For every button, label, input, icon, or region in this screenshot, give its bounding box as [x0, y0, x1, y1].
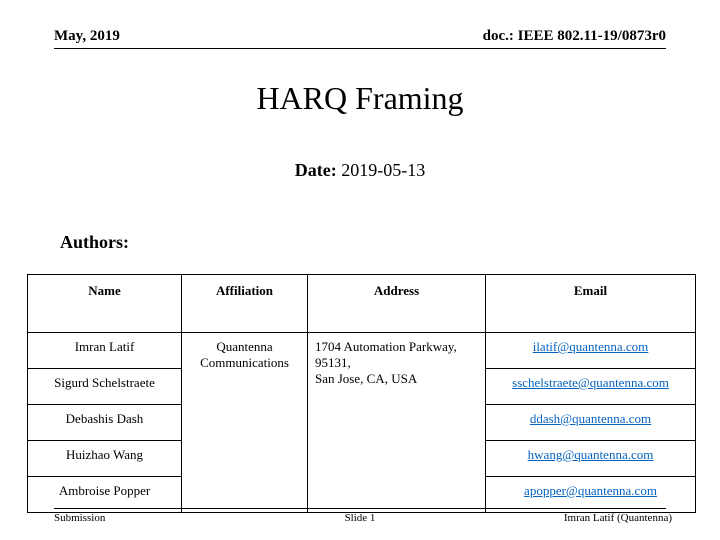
address-line1: 1704 Automation Parkway, 95131,: [315, 339, 457, 370]
authors-heading: Authors:: [60, 232, 130, 252]
header-doc-id: doc.: IEEE 802.11-19/0873r0: [482, 28, 666, 44]
author-email-cell: [486, 369, 696, 405]
header-date: May, 2019: [54, 28, 120, 44]
footer-divider: [54, 508, 666, 509]
author-email-cell: [486, 333, 696, 369]
footer-author: Imran Latif (Quantenna): [563, 512, 672, 524]
author-email-link[interactable]: sschelstraete@quantenna.com: [512, 375, 669, 390]
column-header-affiliation: Affiliation: [182, 275, 308, 333]
column-header-email: Email: [486, 275, 696, 333]
author-name: Debashis Dash: [28, 405, 182, 441]
author-email-link[interactable]: ilatif@quantenna.com: [532, 339, 649, 354]
author-email-cell: [486, 405, 696, 441]
date-line: [0, 160, 720, 181]
column-header-name: Name: [28, 275, 182, 333]
author-name: Imran Latif: [28, 333, 182, 369]
column-header-address: Address: [308, 275, 486, 333]
author-name: Huizhao Wang: [28, 441, 182, 477]
table-header-row: [28, 275, 696, 333]
author-email-cell: [486, 441, 696, 477]
footer-submission: Submission: [54, 512, 106, 524]
address-cell: [308, 333, 486, 513]
author-name: Sigurd Schelstraete: [28, 369, 182, 405]
authors-table: [27, 274, 696, 513]
author-email-link[interactable]: hwang@quantenna.com: [527, 447, 654, 462]
header-divider: [54, 48, 666, 49]
footer-slide-number: Slide 1: [344, 512, 376, 524]
slide-title: HARQ Framing: [256, 80, 464, 116]
author-email-link[interactable]: apopper@quantenna.com: [524, 483, 657, 498]
date-value: 2019-05-13: [341, 160, 426, 180]
date-label: Date:: [294, 160, 337, 180]
address-line2: San Jose, CA, USA: [315, 371, 418, 386]
affiliation-cell: Quantenna Communications: [182, 333, 308, 513]
table-row: [28, 333, 696, 369]
author-email-link[interactable]: ddash@quantenna.com: [529, 411, 652, 426]
author-name: Ambroise Popper: [28, 477, 182, 513]
